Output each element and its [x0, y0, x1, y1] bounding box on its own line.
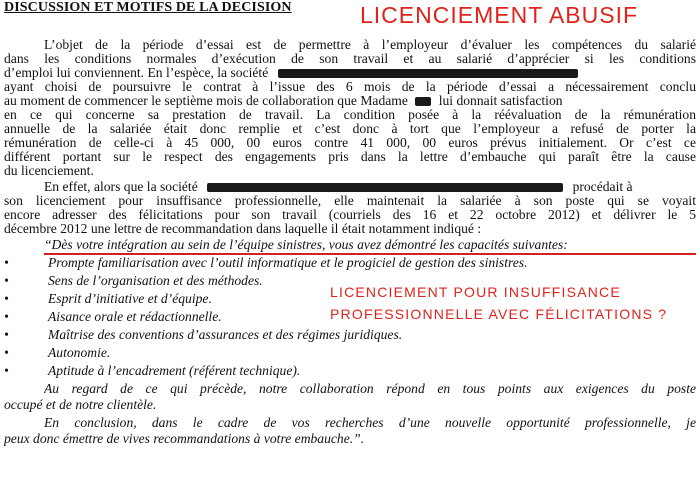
bullet-item	[0, 328, 402, 342]
para2-line-3: encore adresser des félicitations pour son travail (courriels des 16 et 22 octobre 2012) et délivrer le 5	[4, 208, 696, 222]
para2-line-2: son licenciement pour insuffisance professionnelle, elle maintenait la salariée à son poste qui se voyait	[4, 194, 696, 208]
redacted-employee-name	[415, 97, 431, 106]
redacted-company-name-2	[207, 183, 563, 192]
bullet-item	[0, 346, 110, 360]
overlay-question-line-2: PROFESSIONNELLE AVEC FÉLICITATIONS ?	[330, 306, 668, 322]
para1-line-5-tail: lui donnait satisfaction	[438, 94, 563, 108]
bullet-glyph: •	[4, 309, 9, 324]
para1-line-3-text: d’emploi lui conviennent. En l’espèce, la société	[4, 66, 269, 80]
quote-tail-line-2: occupé et de notre clientèle.	[4, 398, 157, 412]
para1-line-7: annuelle de la salariée était donc remplie et c’est donc à tort que l’employeur a refusé de porter la	[4, 122, 696, 136]
bullet-text: Esprit d’initiative et d’équipe.	[48, 291, 212, 306]
bullet-item	[0, 310, 222, 324]
para1-line-3	[4, 66, 696, 80]
bullet-text: Maîtrise des conventions d’assurances et des régimes juridiques.	[48, 327, 403, 342]
quote-tail-line-4: peux donc émettre de vives recommandations à votre embauche.”.	[4, 432, 365, 446]
quote-tail-line-3: En conclusion, dans le cadre de vos recherches d’une nouvelle opportunité professionnelle, je	[44, 416, 696, 430]
para2-line-1-text: En effet, alors que la société	[44, 180, 198, 194]
section-heading: DISCUSSION ET MOTIFS DE LA DECISION	[4, 0, 292, 15]
bullet-glyph: •	[4, 255, 9, 270]
bullet-item	[0, 292, 212, 306]
bullet-glyph: •	[4, 363, 9, 378]
bullet-text: Prompte familiarisation avec l’outil informatique et le progiciel de gestion des sinistres.	[48, 255, 528, 270]
para2-line-1	[44, 180, 696, 194]
para1-line-2: dans les conditions normales d’exécution de son travail et au salarié d’apprécier si les conditions	[4, 52, 696, 66]
bullet-item	[0, 274, 263, 288]
bullet-text: Autonomie.	[48, 345, 111, 360]
bullet-text: Aisance orale et rédactionnelle.	[48, 309, 222, 324]
para1-line-8: rémunération de celle-ci à 45 000, 00 euros contre 41 000, 00 euros prévus initialement. Or c’est ce	[4, 136, 696, 150]
bullet-glyph: •	[4, 273, 9, 288]
bullet-text: Aptitude à l’encadrement (référent technique).	[48, 363, 301, 378]
para2-line-1-tail: procédait à	[572, 180, 633, 194]
bullet-item	[0, 364, 300, 378]
redacted-company-name	[278, 69, 578, 78]
para1-line-5	[4, 94, 696, 108]
overlay-title-annotation: LICENCIEMENT ABUSIF	[360, 2, 639, 28]
overlay-question-line-1: LICENCIEMENT POUR INSUFFISANCE	[330, 284, 621, 300]
bullet-glyph: •	[4, 345, 9, 360]
para1-line-1: L’objet de la période d’essai est de permettre à l’employeur d’évaluer les compétences du salarié	[44, 38, 696, 52]
bullet-glyph: •	[4, 291, 9, 306]
para2-line-4: décembre 2012 une lettre de recommandation dans laquelle il était notamment indiqué :	[4, 222, 482, 236]
bullet-item	[0, 256, 528, 270]
para1-line-4: ayant choisi de poursuivre le contrat à l’issue des 6 mois de la période d’essai a nécessairement conclu	[4, 80, 696, 94]
quote-intro: “Dès votre intégration au sein de l’équipe sinistres, vous avez démontré les capacités suivantes:	[44, 238, 568, 252]
para1-line-10: du licenciement.	[4, 164, 94, 178]
quote-tail-line-1: Au regard de ce qui précède, notre collaboration répond en tous points aux exigences du poste	[44, 382, 696, 396]
bullet-glyph: •	[4, 327, 9, 342]
bullet-text: Sens de l’organisation et des méthodes.	[48, 273, 263, 288]
para1-line-9: différent portant sur le respect des engagements pris dans la lettre d’embauche qui paraît être la cause	[4, 150, 696, 164]
para1-line-6: en ce qui concerne sa prestation de travail. La condition posée à la réévaluation de la rémunération	[4, 108, 696, 122]
para1-line-5-text: au moment de commencer le septième mois de collaboration que Madame	[4, 94, 408, 108]
